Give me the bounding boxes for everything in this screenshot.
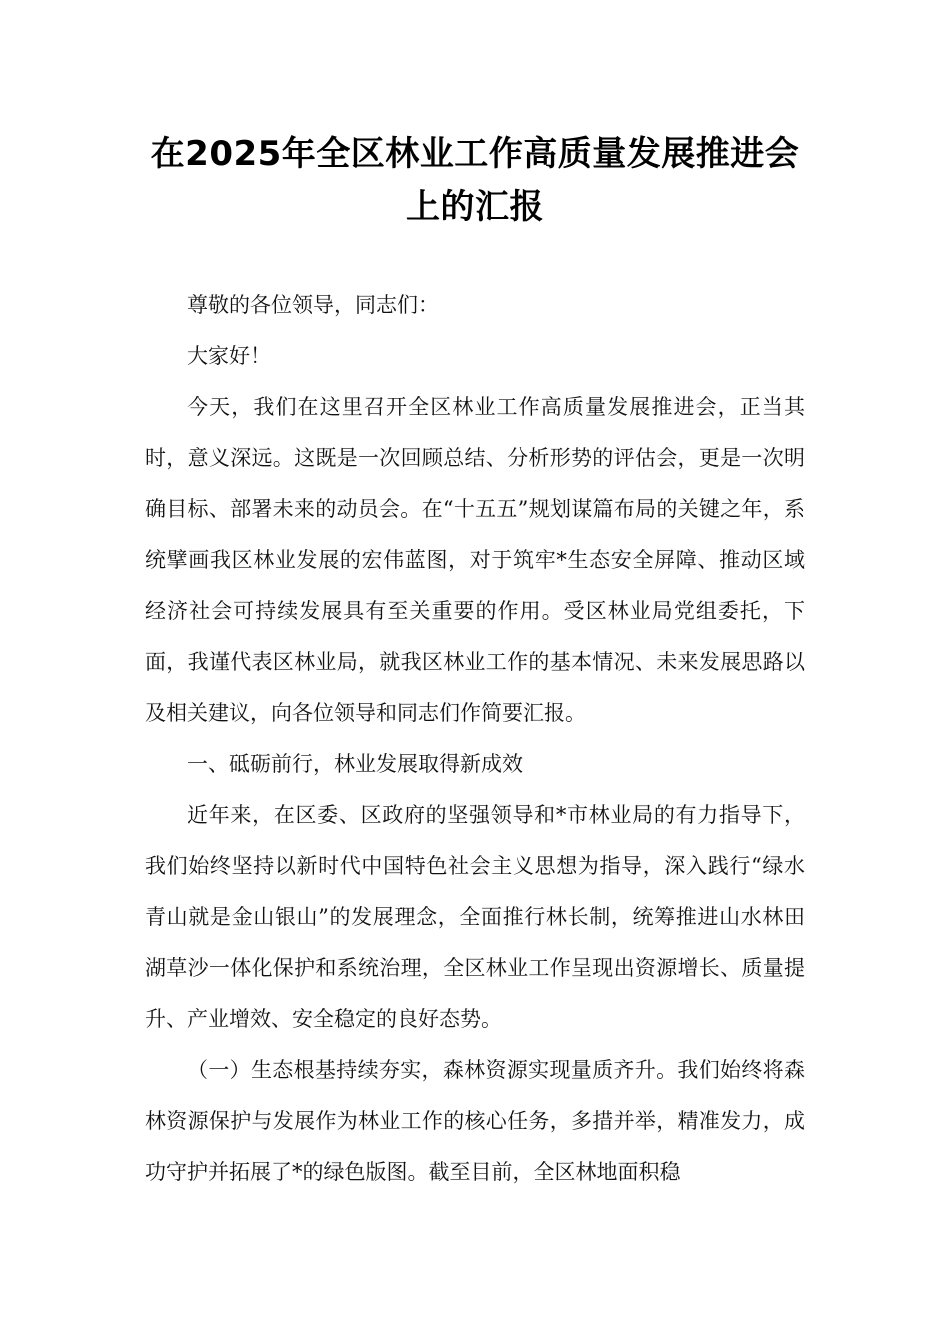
greeting: 大家好！	[187, 344, 271, 368]
document-body	[145, 280, 805, 1198]
opening-paragraph: 今天，我们在这里召开全区林业工作高质量发展推进会，正当其时，意义深远。这既是一次回顾总结、分析形势的评估会，更是一次明确目标、部署未来的动员会。在“十五五”规划谋篇布局的关键之年，系统擘画我区林业发展的宏伟蓝图，对于筑牢*生态安全屏障、推动区域经济社会可持续发展具有至关重要的作用。受区林业局党组委托，下面，我谨代表区林业局，就我区林业工作的基本情况、未来发展思路以及相关建议，向各位领导和同志们作简要汇报。	[145, 395, 805, 725]
subsection-paragraph: （一）生态根基持续夯实，森林资源实现量质齐升。我们始终将森林资源保护与发展作为林业工作的核心任务，多措并举，精准发力，成功守护并拓展了*的绿色版图。截至目前，全区林地面积稳	[145, 1058, 805, 1184]
achievement-paragraph: 近年来，在区委、区政府的坚强领导和*市林业局的有力指导下，我们始终坚持以新时代中国特色社会主义思想为指导，深入践行“绿水青山就是金山银山”的发展理念，全面推行林长制，统筹推进山水林田湖草沙一体化保护和系统治理，全区林业工作呈现出资源增长、质量提升、产业增效、安全稳定的良好态势。	[145, 803, 805, 1031]
section-heading: 一、砥砺前行，林业发展取得新成效	[187, 752, 523, 776]
title-line-2: 上的汇报	[406, 187, 544, 227]
salutation: 尊敬的各位领导，同志们：	[187, 293, 439, 317]
document-title	[145, 128, 805, 234]
title-line-1: 在2025年全区林业工作高质量发展推进会	[150, 134, 800, 174]
